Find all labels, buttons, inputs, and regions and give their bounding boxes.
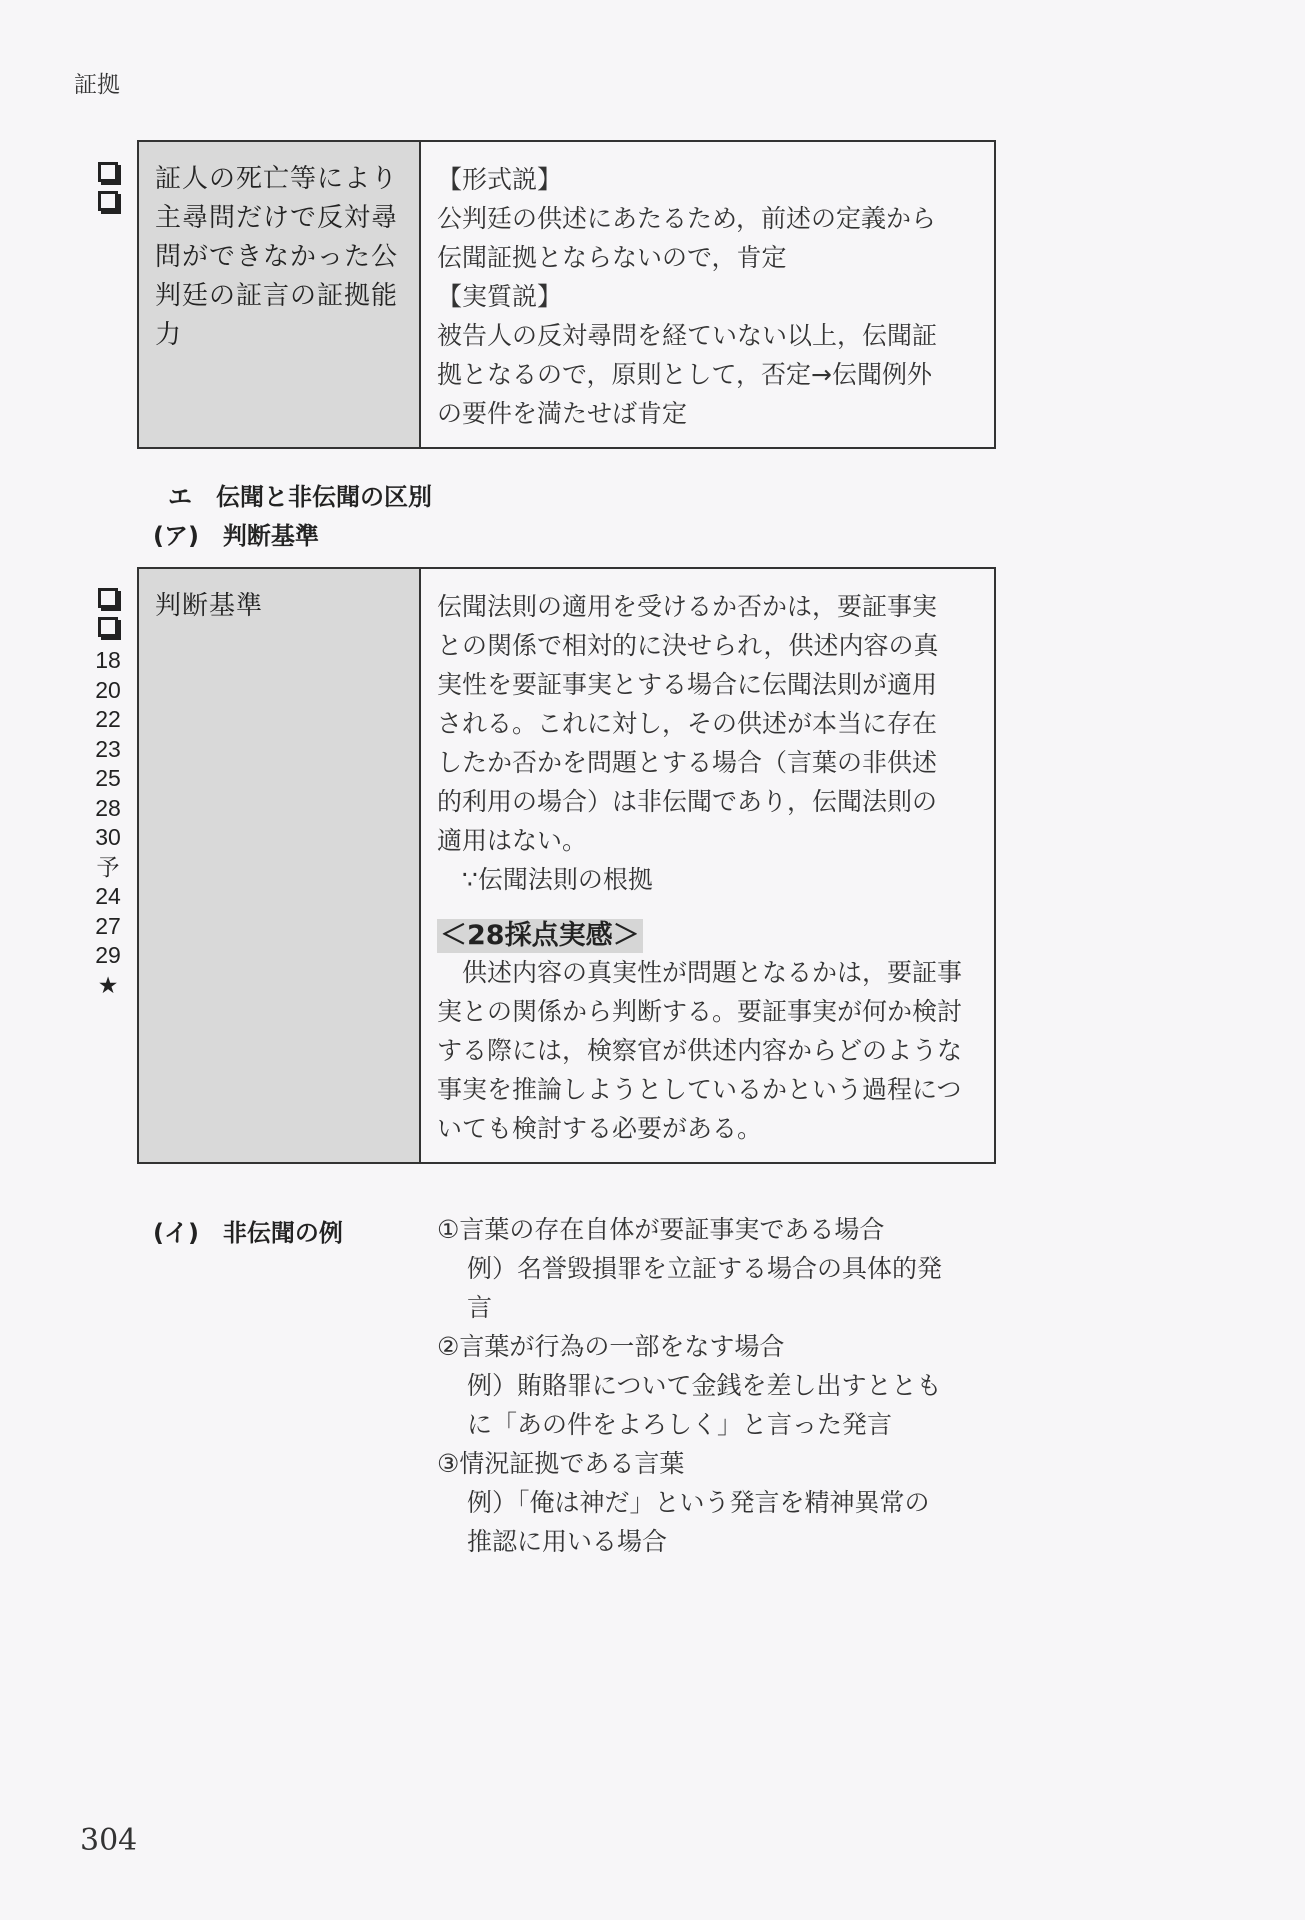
box2-note-line: いても検討する必要がある。 (437, 1114, 763, 1143)
exam-year-mark: 25 (95, 765, 121, 791)
scoring-note-heading: ＜28採点実感＞ (437, 919, 643, 953)
exam-year-mark: 30 (95, 824, 121, 850)
box1-content-cell (420, 141, 995, 448)
box1-line: 【形式説】 (437, 165, 563, 194)
box2-topic-cell (138, 568, 420, 1163)
box1-line: の要件を満たせば肯定 (437, 399, 688, 428)
box2-topic: 判断基準 (155, 591, 264, 621)
box1-topic: 証人の死亡等により主尋問だけで反対尋問ができなかった公判廷の証言の証拠能力 (155, 164, 399, 350)
non-hearsay-examples (437, 1210, 997, 1561)
exam-year-mark: 29 (95, 942, 121, 968)
box-2-table (137, 567, 996, 1164)
review-checkbox[interactable] (98, 162, 118, 182)
review-checkbox[interactable] (98, 588, 118, 608)
box2-note-line: 供述内容の真実性が問題となるかは，要証事 (437, 958, 963, 987)
box1-checkboxes (93, 162, 123, 220)
review-checkbox[interactable] (98, 191, 118, 211)
box2-line: 実性を要証事実とする場合に伝聞法則が適用 (437, 670, 938, 699)
box1-topic-cell (138, 141, 420, 448)
box1-line: 拠となるので，原則として，否定→伝聞例外 (437, 360, 932, 389)
exam-year-mark: 予 (96, 853, 120, 880)
box2-marks (93, 588, 123, 1000)
box2-note-line: 実との関係から判断する。要証事実が何か検討 (437, 997, 963, 1026)
exam-year-mark: 18 (95, 647, 121, 673)
page-number: 304 (80, 1823, 138, 1858)
example-detail: 言 (467, 1293, 493, 1322)
running-header: 証拠 (74, 72, 120, 98)
box2-line: ∵伝聞法則の根拠 (437, 865, 653, 894)
example-detail: 推認に用いる場合 (467, 1527, 668, 1556)
section-heading-e: エ 伝聞と非伝聞の区別 (168, 483, 432, 511)
example-item: ①言葉の存在自体が要証事実である場合 (437, 1215, 885, 1244)
exam-year-mark: 22 (95, 706, 121, 732)
box2-line: したか否かを問題とする場合（言葉の非供述 (437, 748, 938, 777)
box-1-table (137, 140, 996, 449)
exam-year-mark: 24 (95, 883, 121, 909)
box1-line: 被告人の反対尋問を経ていない以上，伝聞証 (437, 321, 938, 350)
example-item: ②言葉が行為の一部をなす場合 (437, 1332, 785, 1361)
box2-content-cell (420, 568, 995, 1163)
exam-year-mark: 20 (95, 676, 121, 703)
box2-line: 適用はない。 (437, 826, 588, 855)
box1-line: 公判廷の供述にあたるため，前述の定義から (437, 204, 937, 233)
section-heading-i: (イ) 非伝聞の例 (153, 1219, 343, 1247)
example-item: ③情況証拠である言葉 (437, 1449, 685, 1478)
exam-year-mark: 27 (95, 912, 121, 939)
example-detail: 例）名誉毀損罪を立証する場合の具体的発 (467, 1254, 943, 1283)
box2-line: 的利用の場合）は非伝聞であり，伝聞法則の (437, 787, 938, 816)
box2-note-line: する際には，検察官が供述内容からどのような (437, 1036, 963, 1065)
exam-year-mark: 28 (95, 794, 121, 821)
box1-line: 伝聞証拠とならないので，肯定 (437, 243, 787, 272)
example-detail: に「あの件をよろしく」と言った発言 (467, 1410, 893, 1439)
box2-note-line: 事実を推論しようとしているかという過程につ (437, 1075, 962, 1104)
box2-line: 伝聞法則の適用を受けるか否かは，要証事実 (437, 592, 938, 621)
example-detail: 例）「俺は神だ」という発言を精神異常の (467, 1488, 930, 1517)
section-heading-a: (ア) 判断基準 (153, 522, 319, 550)
example-detail: 例）賄賂罪について金銭を差し出すととも (467, 1371, 942, 1400)
star-icon: ★ (97, 971, 119, 998)
box1-line: 【実質説】 (437, 282, 563, 311)
box2-line: される。これに対し，その供述が本当に存在 (437, 709, 938, 738)
exam-year-mark: 23 (95, 735, 121, 762)
review-checkbox[interactable] (98, 617, 118, 637)
box2-line: との関係で相対的に決せられ，供述内容の真 (437, 631, 939, 660)
